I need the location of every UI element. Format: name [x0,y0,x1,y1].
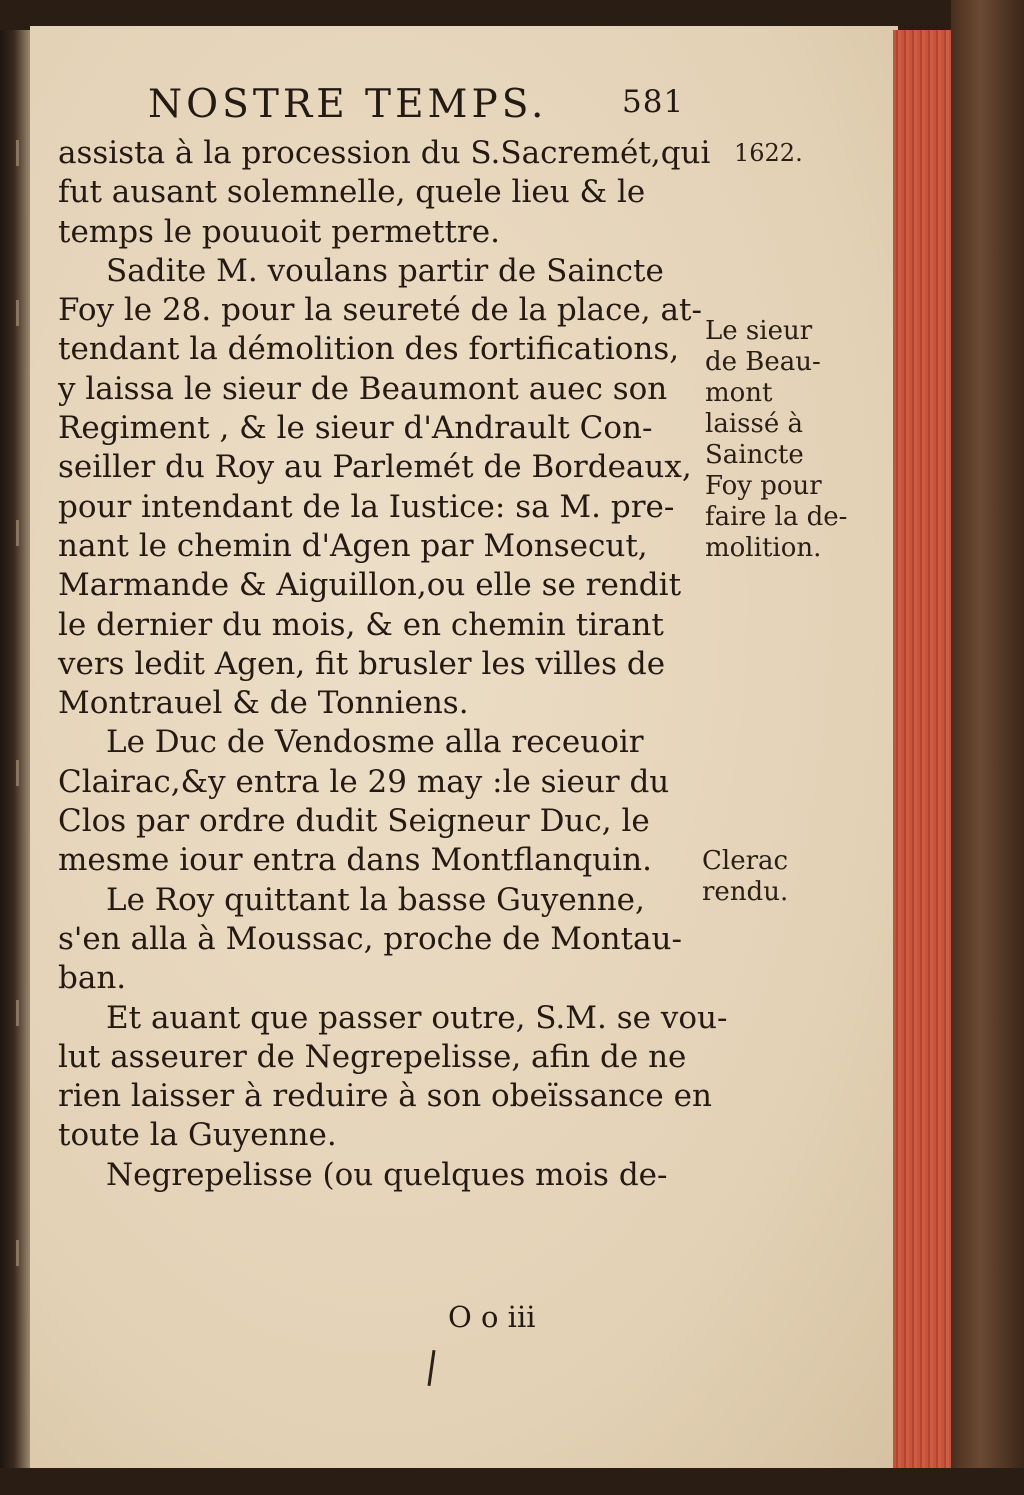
text-line: seiller du Roy au Parlemét de Bordeaux, [58,449,692,486]
text-line: mesme iour entra dans Montflanquin. [58,842,652,879]
text-line: s'en alla à Moussac, proche de Montau- [58,920,682,957]
margin-year: 1622. [734,139,803,167]
margin-note-line: molition. [705,533,822,563]
margin-note-line: Foy pour [705,471,822,501]
red-page-edges [893,30,951,1468]
text-line: Clos par ordre dudit Seigneur Duc, le [58,803,650,840]
text-line: temps le pouuoit permettre. [58,213,500,250]
text-line: rien laisser à reduire à son obeïssance en [58,1078,712,1115]
signature-mark: O o iii [448,1300,536,1334]
margin-note-beaumont [705,316,847,564]
text-line: Le Roy quittant la basse Guyenne, [106,881,645,918]
margin-note-line: rendu. [702,877,789,907]
book-cover-bottom [0,1468,1024,1495]
text-line: Le Duc de Vendosme alla receuoir [106,724,644,761]
body-text [58,134,728,1195]
text-line: le dernier du mois, & en chemin tirant [58,606,664,643]
text-line: tendant la démolition des fortifications, [58,331,680,368]
book-cover-right [951,0,1024,1495]
margin-note-clerac [702,846,788,908]
text-line: Et auant que passer outre, S.M. se vou- [106,999,728,1036]
text-line: Regiment , & le sieur d'Andrault Con- [58,410,653,447]
text-line: Negrepelisse (ou quelques mois de- [106,1156,668,1193]
text-line: ban. [58,960,127,997]
text-line: fut ausant solemnelle, quele lieu & le [58,174,646,211]
text-line: toute la Guyenne. [58,1117,337,1154]
text-line: lut asseurer de Negrepelisse, afin de ne [58,1038,687,1075]
text-line: Foy le 28. pour la seureté de la place, at- [58,292,702,329]
running-title: NOSTRE TEMPS. [148,82,548,127]
margin-note-line: faire la de- [705,502,848,532]
text-line: Montrauel & de Tonniens. [58,685,469,722]
text-line: Clairac,&y entra le 29 may :le sieur du [58,763,670,800]
margin-note-line: Saincte [705,440,804,470]
text-line: vers ledit Agen, fit brusler les villes de [58,645,666,682]
text-line: assista à la procession du S.Sacremét,qui [58,135,711,171]
margin-note-line: Le sieur [705,316,813,346]
text-line: Marmande & Aiguillon,ou elle se rendit [58,567,682,604]
text-line: Sadite M. voulans partir de Saincte [106,252,664,289]
text-line: y laissa le sieur de Beaumont auec son [58,370,668,407]
margin-note-line: Clerac [702,846,789,876]
margin-note-line: laissé à [705,409,803,439]
running-header [148,82,708,132]
margin-note-line: mont [705,378,773,408]
margin-note-line: de Beau- [705,347,821,377]
page-number: 581 [622,84,685,120]
text-line: nant le chemin d'Agen par Monsecut, [58,527,648,564]
text-line: pour intendant de la Iustice: sa M. pre- [58,488,675,525]
